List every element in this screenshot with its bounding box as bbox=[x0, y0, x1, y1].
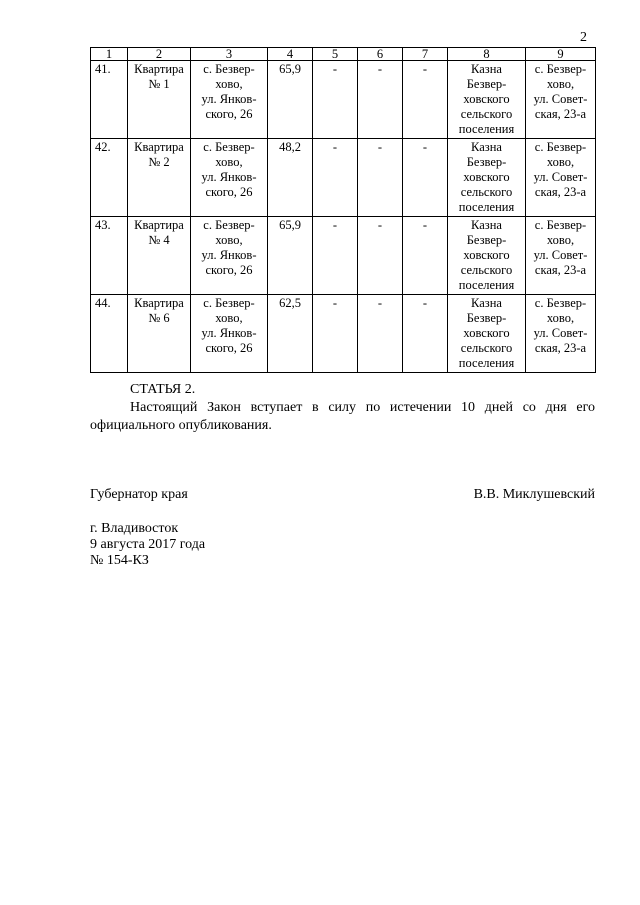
address-cell-line: хово, bbox=[215, 311, 243, 325]
object-cell-line: Квартира bbox=[134, 296, 184, 310]
column-6-cell: - bbox=[358, 217, 403, 295]
owner-cell-line: Безвер- bbox=[466, 77, 507, 91]
owner-cell bbox=[448, 61, 526, 139]
owner-cell-line: Безвер- bbox=[466, 155, 507, 169]
owner-cell bbox=[448, 139, 526, 217]
header-cell: 4 bbox=[268, 48, 313, 61]
address-cell-line: ул. Янков- bbox=[201, 170, 257, 184]
owner-cell-line: сельского bbox=[460, 185, 513, 199]
signatory-name: В.В. Миклушевский bbox=[473, 487, 595, 502]
column-6-cell: - bbox=[358, 139, 403, 217]
law-number: № 154-КЗ bbox=[90, 553, 149, 568]
object-cell-line: № 2 bbox=[148, 155, 170, 169]
table-body bbox=[91, 61, 596, 373]
owner-cell-line: ховского bbox=[463, 248, 510, 262]
owner-address-cell-line: ская, 23-а bbox=[534, 107, 587, 121]
address-cell-line: ул. Янков- bbox=[201, 248, 257, 262]
owner-cell-line: поселения bbox=[458, 122, 515, 136]
owner-cell-line: сельского bbox=[460, 341, 513, 355]
owner-cell-line: ховского bbox=[463, 170, 510, 184]
object-cell bbox=[128, 217, 191, 295]
row-number-cell: 43. bbox=[91, 217, 128, 295]
header-cell: 1 bbox=[91, 48, 128, 61]
object-cell-line: № 6 bbox=[148, 311, 170, 325]
article-title: СТАТЬЯ 2. bbox=[130, 382, 196, 397]
owner-cell-line: Казна bbox=[471, 296, 502, 310]
address-cell-line: ул. Янков- bbox=[201, 92, 257, 106]
owner-address-cell-line: ская, 23-а bbox=[534, 341, 587, 355]
object-cell-line: Квартира bbox=[134, 218, 184, 232]
owner-cell-line: поселения bbox=[458, 200, 515, 214]
owner-address-cell bbox=[526, 295, 596, 373]
object-cell-line: № 4 bbox=[148, 233, 170, 247]
area-cell: 62,5 bbox=[268, 295, 313, 373]
row-number-cell: 42. bbox=[91, 139, 128, 217]
owner-cell-line: Казна bbox=[471, 140, 502, 154]
address-cell-line: с. Безвер- bbox=[203, 62, 255, 76]
address-cell-line: с. Безвер- bbox=[203, 140, 255, 154]
object-cell bbox=[128, 295, 191, 373]
owner-address-cell-line: ул. Совет- bbox=[533, 170, 588, 184]
owner-cell-line: Безвер- bbox=[466, 233, 507, 247]
address-cell bbox=[191, 139, 268, 217]
owner-cell-line: Казна bbox=[471, 62, 502, 76]
address-cell-line: хово, bbox=[215, 155, 243, 169]
owner-address-cell bbox=[526, 61, 596, 139]
header-cell: 9 bbox=[526, 48, 596, 61]
address-cell-line: с. Безвер- bbox=[203, 218, 255, 232]
header-cell: 6 bbox=[358, 48, 403, 61]
area-cell: 65,9 bbox=[268, 217, 313, 295]
address-cell bbox=[191, 295, 268, 373]
article-text: Настоящий Закон вступает в силу по истечении 10 дней со дня его официального опубликования. bbox=[90, 400, 595, 433]
header-cell: 7 bbox=[403, 48, 448, 61]
article-2 bbox=[90, 381, 595, 435]
address-cell-line: хово, bbox=[215, 77, 243, 91]
table-row bbox=[91, 295, 596, 373]
owner-cell-line: поселения bbox=[458, 356, 515, 370]
owner-address-cell-line: хово, bbox=[546, 311, 575, 325]
owner-address-cell bbox=[526, 217, 596, 295]
column-7-cell: - bbox=[403, 217, 448, 295]
owner-cell-line: сельского bbox=[460, 263, 513, 277]
owner-address-cell-line: ул. Совет- bbox=[533, 92, 588, 106]
owner-address-cell-line: ул. Совет- bbox=[533, 248, 588, 262]
owner-address-cell-line: хово, bbox=[546, 233, 575, 247]
object-cell-line: № 1 bbox=[148, 77, 170, 91]
column-7-cell: - bbox=[403, 139, 448, 217]
object-cell bbox=[128, 139, 191, 217]
header-cell: 2 bbox=[128, 48, 191, 61]
column-5-cell: - bbox=[313, 139, 358, 217]
owner-cell-line: Казна bbox=[471, 218, 502, 232]
address-cell-line: ского, 26 bbox=[205, 263, 253, 277]
area-cell: 65,9 bbox=[268, 61, 313, 139]
owner-address-cell-line: ул. Совет- bbox=[533, 326, 588, 340]
column-6-cell: - bbox=[358, 61, 403, 139]
header-cell: 8 bbox=[448, 48, 526, 61]
table-header-row bbox=[91, 48, 596, 61]
owner-address-cell-line: с. Безвер- bbox=[534, 140, 587, 154]
table-row bbox=[91, 139, 596, 217]
header-cell: 5 bbox=[313, 48, 358, 61]
column-6-cell: - bbox=[358, 295, 403, 373]
header-cell: 3 bbox=[191, 48, 268, 61]
owner-cell-line: ховского bbox=[463, 326, 510, 340]
table-row bbox=[91, 61, 596, 139]
column-5-cell: - bbox=[313, 61, 358, 139]
owner-address-cell-line: хово, bbox=[546, 155, 575, 169]
owner-cell-line: ховского bbox=[463, 92, 510, 106]
owner-address-cell bbox=[526, 139, 596, 217]
owner-address-cell-line: с. Безвер- bbox=[534, 62, 587, 76]
owner-cell bbox=[448, 295, 526, 373]
owner-address-cell-line: ская, 23-а bbox=[534, 263, 587, 277]
address-cell-line: ского, 26 bbox=[205, 185, 253, 199]
owner-cell bbox=[448, 217, 526, 295]
object-cell-line: Квартира bbox=[134, 140, 184, 154]
table-row bbox=[91, 217, 596, 295]
owner-address-cell-line: с. Безвер- bbox=[534, 296, 587, 310]
owner-address-cell-line: хово, bbox=[546, 77, 575, 91]
owner-address-cell-line: с. Безвер- bbox=[534, 218, 587, 232]
address-cell bbox=[191, 61, 268, 139]
owner-cell-line: Безвер- bbox=[466, 311, 507, 325]
address-cell-line: хово, bbox=[215, 233, 243, 247]
address-cell bbox=[191, 217, 268, 295]
row-number-cell: 44. bbox=[91, 295, 128, 373]
page-number: 2 bbox=[580, 30, 587, 45]
address-cell-line: ул. Янков- bbox=[201, 326, 257, 340]
owner-address-cell-line: ская, 23-а bbox=[534, 185, 587, 199]
owner-cell-line: сельского bbox=[460, 107, 513, 121]
address-cell-line: ского, 26 bbox=[205, 341, 253, 355]
address-cell-line: ского, 26 bbox=[205, 107, 253, 121]
city: г. Владивосток bbox=[90, 521, 179, 536]
column-7-cell: - bbox=[403, 61, 448, 139]
object-cell bbox=[128, 61, 191, 139]
row-number-cell: 41. bbox=[91, 61, 128, 139]
area-cell: 48,2 bbox=[268, 139, 313, 217]
column-5-cell: - bbox=[313, 217, 358, 295]
column-7-cell: - bbox=[403, 295, 448, 373]
owner-cell-line: поселения bbox=[458, 278, 515, 292]
date: 9 августа 2017 года bbox=[90, 537, 206, 552]
object-cell-line: Квартира bbox=[134, 62, 184, 76]
document-meta bbox=[90, 521, 205, 569]
column-5-cell: - bbox=[313, 295, 358, 373]
signatory-role: Губернатор края bbox=[90, 487, 188, 502]
address-cell-line: с. Безвер- bbox=[203, 296, 255, 310]
property-table bbox=[90, 47, 596, 373]
